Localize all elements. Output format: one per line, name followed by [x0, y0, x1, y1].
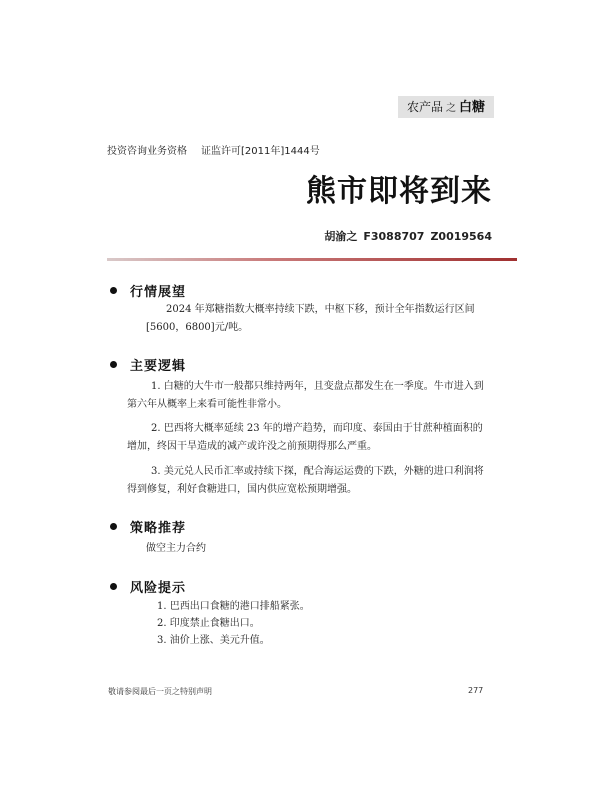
footer-disclaimer: 敬请参阅最后一页之特别声明	[108, 687, 212, 696]
section-heading-logic: 主要逻辑	[130, 359, 187, 374]
author-name: 胡渝之	[324, 230, 358, 243]
permit-text: 证监许可[2011年]1444号	[201, 146, 320, 157]
logic-point-1: 1. 白糖的大牛市一般都只维持两年，且变盘点都发生在一季度。牛市进入到第六年从概率上来看可能性非常小。	[127, 381, 484, 410]
page-title: 熊市即将到来	[306, 174, 492, 209]
risk-item-1: 1. 巴西出口食糖的港口排船紧张。	[157, 601, 310, 612]
license-line	[107, 142, 320, 157]
section-heading-strategy: 策略推荐	[130, 521, 187, 536]
outlook-paragraph: 2024 年郑糖指数大概率持续下跌，中枢下移，预计全年指数运行区间[5600，6800]元/吨。	[146, 304, 475, 333]
author-line	[324, 228, 492, 244]
author-id-2: Z0019564	[430, 230, 492, 243]
section-heading-risk: 风险提示	[130, 581, 187, 596]
author-id-1: F3088707	[363, 230, 425, 243]
logic-point-3: 3. 美元兑人民币汇率或持续下探，配合海运运费的下跌，外糖的进口利润将得到修复，利好食糖进口，国内供应宽松预期增强。	[127, 466, 484, 495]
logic-point-2: 2. 巴西将大概率延续 23 年的增产趋势，而印度、泰国由于甘蔗种植面积的增加，终因干旱造成的减产或许没之前预期得那么严重。	[127, 423, 483, 452]
category-connector: 之	[446, 103, 456, 114]
bullet-icon	[110, 583, 117, 590]
page-number: 277	[468, 686, 484, 695]
strategy-text: 做空主力合约	[146, 543, 206, 554]
risk-item-2: 2. 印度禁止食糖出口。	[157, 618, 260, 629]
section-heading-outlook: 行情展望	[130, 285, 187, 300]
bullet-icon	[110, 361, 117, 368]
qualification-text: 投资咨询业务资格	[107, 146, 187, 157]
bullet-icon	[110, 287, 117, 294]
title-divider	[107, 258, 517, 261]
bullet-icon	[110, 523, 117, 530]
risk-item-3: 3. 油价上涨、美元升值。	[157, 635, 270, 646]
commodity-label: 白糖	[459, 100, 486, 115]
category-label: 农产品	[406, 100, 443, 114]
category-tag	[398, 96, 494, 118]
